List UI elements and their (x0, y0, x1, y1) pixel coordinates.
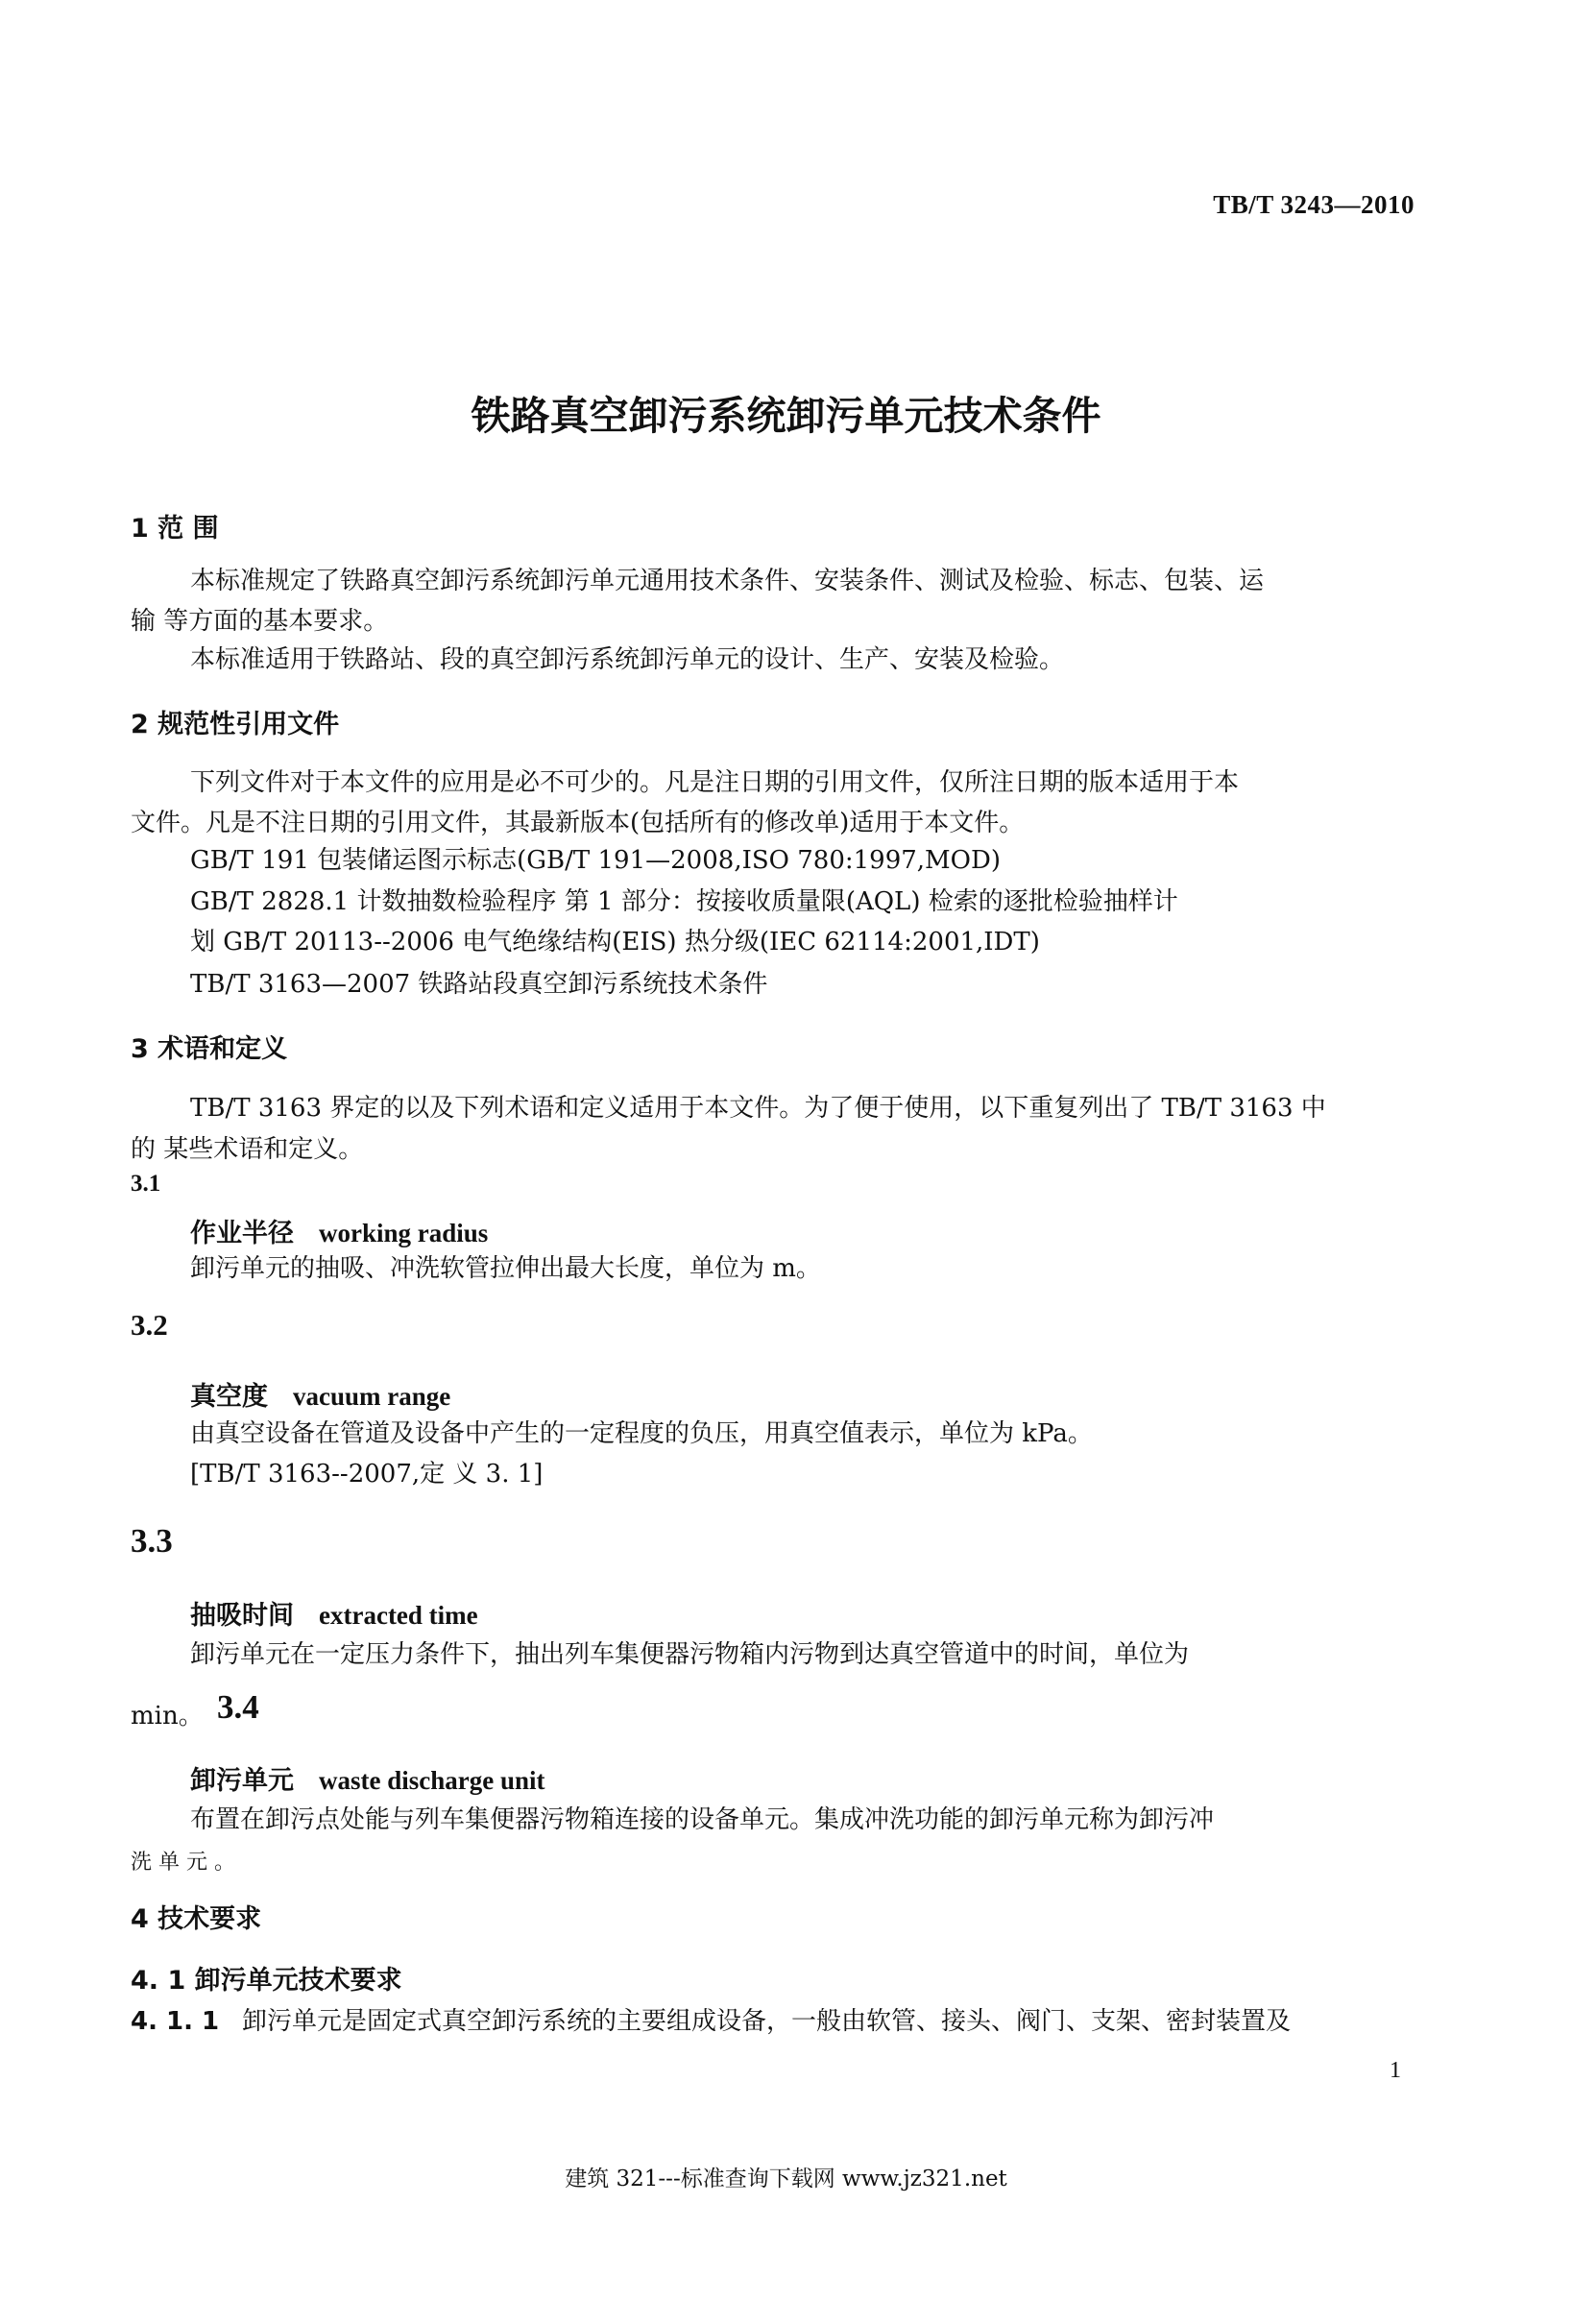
term-3-3-en: extracted time (319, 1601, 478, 1630)
term-3-4-number: 3.4 (217, 1688, 259, 1726)
page-number: 1 (1390, 2058, 1401, 2083)
term-3-3-definition-line2: min。 (131, 1702, 204, 1731)
document-title: 铁路真空卸污系统卸污单元技术条件 (471, 393, 1101, 439)
term-3-2-number: 3.2 (131, 1308, 168, 1342)
section-4-1-heading: 4. 1 卸污单元技术要求 (131, 1966, 402, 1996)
term-3-2-en: vacuum range (293, 1382, 451, 1411)
s2-para1-line1: 下列文件对于本文件的应用是必不可少的。凡是注日期的引用文件，仅所注日期的版本适用于本 (190, 768, 1240, 797)
term-3-1-number: 3.1 (131, 1171, 161, 1197)
s1-para1-line1: 本标准规定了铁路真空卸污系统卸污单元通用技术条件、安装条件、测试及检验、标志、包装、运 (190, 567, 1265, 595)
term-3-4-definition-line2: 洗 单 元 。 (131, 1851, 235, 1875)
term-3-4 (190, 1759, 545, 1797)
term-3-1 (190, 1212, 488, 1249)
standard-number: TB/T 3243—2010 (1213, 190, 1415, 219)
s2-ref-tbt3163: TB/T 3163—2007 铁路站段真空卸污系统技术条件 (190, 970, 768, 999)
s2-ref-gbt2828-line1: GB/T 2828.1 计数抽数检验程序 第 1 部分：按接收质量限(AQL) 检索的逐批检验抽样计 (190, 887, 1178, 916)
s2-ref-gbt2828-line2: 划 GB/T 20113--2006 电气绝缘结构(EIS) 热分级(IEC 62114:2001,IDT) (190, 928, 1040, 956)
term-3-1-zh: 作业半径 (190, 1219, 294, 1248)
term-3-2-definition: 由真空设备在管道及设备中产生的一定程度的负压，用真空值表示，单位为 kPa。 (190, 1419, 1093, 1448)
section-4-heading: 4 技术要求 (131, 1904, 262, 1934)
term-3-4-definition-line1: 布置在卸污点处能与列车集便器污物箱连接的设备单元。集成冲洗功能的卸污单元称为卸污冲 (190, 1805, 1215, 1834)
section-1-heading: 1 范 围 (131, 514, 219, 544)
s2-para1-line2: 文件。凡是不注日期的引用文件，其最新版本(包括所有的修改单)适用于本文件。 (131, 809, 1025, 837)
term-3-3-zh: 抽吸时间 (190, 1601, 294, 1631)
term-3-2-source: [TB/T 3163--2007,定 义 3. 1] (190, 1460, 544, 1489)
term-3-3-number: 3.3 (131, 1522, 173, 1560)
term-3-3-definition-line1: 卸污单元在一定压力条件下，抽出列车集便器污物箱内污物到达真空管道中的时间，单位为 (190, 1640, 1190, 1669)
s3-para1-line2: 的 某些术语和定义。 (131, 1135, 364, 1164)
s2-ref-gbt191: GB/T 191 包装储运图示标志(GB/T 191—2008,ISO 780:1997,MOD) (190, 846, 1001, 875)
term-3-2-zh: 真空度 (190, 1382, 268, 1412)
item-4-1-1-number: 4. 1. 1 (131, 2007, 220, 2036)
item-4-1-1-text: 卸污单元是固定式真空卸污系统的主要组成设备，一般由软管、接头、阀门、支架、密封装置及 (242, 2007, 1292, 2036)
term-3-2 (190, 1375, 450, 1413)
s1-para2: 本标准适用于铁路站、段的真空卸污系统卸污单元的设计、生产、安装及检验。 (190, 645, 1065, 674)
footer-watermark: 建筑 321---标准查询下载网 www.jz321.net (565, 2167, 1007, 2191)
term-3-4-zh: 卸污单元 (190, 1766, 294, 1796)
term-3-4-en: waste discharge unit (319, 1766, 545, 1795)
s1-para1-line2: 输 等方面的基本要求。 (131, 607, 389, 636)
term-3-1-definition: 卸污单元的抽吸、冲洗软管拉伸出最大长度，单位为 m。 (190, 1254, 821, 1283)
section-3-heading: 3 术语和定义 (131, 1034, 288, 1064)
section-2-heading: 2 规范性引用文件 (131, 710, 340, 739)
term-3-1-en: working radius (319, 1219, 489, 1247)
term-3-3 (190, 1594, 478, 1632)
s3-para1-line1: TB/T 3163 界定的以及下列术语和定义适用于本文件。为了便于使用，以下重复列出了 TB/T 3163 中 (190, 1094, 1326, 1123)
